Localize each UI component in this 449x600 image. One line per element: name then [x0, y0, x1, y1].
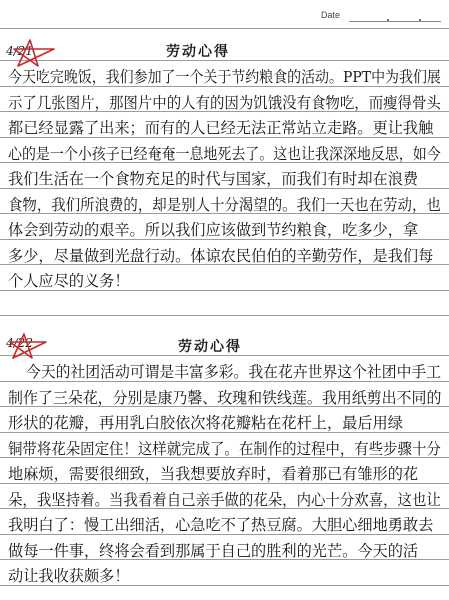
- entry-text-line: 做每一件事，终将会看到那属于自己的胜利的光芒。今天的活: [8, 541, 419, 560]
- entry-text-line: 多少，尽量做到光盘行动。体谅农民伯伯的辛勤劳作，是我们每: [8, 246, 434, 265]
- date-dot: [387, 19, 389, 21]
- entry-text-line: 都已经显露了出来；而有的人已经无法正常站立走路。更让我触: [8, 119, 434, 137]
- entry-text-line: 制作了三朵花，分别是康乃馨、玫瑰和铁线莲。我用纸剪出不同的: [8, 388, 442, 407]
- entry-date: 4/21: [6, 44, 33, 58]
- entry-text-line: 心的是一个小孩子已经奄奄一息地死去了。这也让我深深地反思，如今: [8, 144, 441, 163]
- entry-date: 4/22: [6, 336, 33, 350]
- date-field: [321, 10, 441, 26]
- entry-text-line: 地麻烦，需要很细致，当我想要放弃时，看着那已有雏形的花: [8, 465, 419, 483]
- entry-text-line: 今天的社团活动可谓是丰富多彩。我在花卉世界这个社团中手工: [26, 363, 442, 381]
- entry-text-line: 体会到劳动的艰辛。所以我们应该做到节约粮食，吃多少，拿: [8, 221, 419, 239]
- entry-title: 劳动心得: [178, 339, 242, 355]
- entry-text-line: 朵，我坚持着。当我看着自己亲手做的花朵，内心十分欢喜，这也让: [8, 490, 441, 509]
- date-underline: [349, 21, 441, 22]
- entry-text-line: 今天吃完晚饭，我们参加了一个关于节约粮食的活动。PPT中为我们展: [8, 68, 441, 86]
- star-grade-mark: [8, 330, 50, 366]
- header-rule: [0, 28, 449, 29]
- entry-text-line: 我明白了：慢工出细活，心急吃不了热豆腐。大胆心细地勇敢去: [8, 516, 434, 534]
- entry-text-line: 我们生活在一个食物充足的时代与国家，而我们有时却在浪费: [8, 170, 419, 188]
- entry-text-line: 形状的花瓣，再用乳白胶依次将花瓣粘在花杆上，最后用绿: [8, 414, 403, 432]
- entry-text-line: 铜带将花朵固定住！这样就完成了。在制作的过程中，有些步骤十分: [8, 439, 441, 458]
- entry-text-line: 示了几张图片，那图片中的人有的因为饥饿没有食物吃，而瘦得骨头: [8, 93, 441, 112]
- date-label: Date: [321, 10, 341, 20]
- ruled-line: [0, 315, 449, 316]
- entry-title: 劳动心得: [166, 44, 230, 60]
- date-dot: [419, 19, 421, 21]
- entry-text-line: 个人应尽的义务！: [8, 272, 130, 290]
- entry-text-line: 食物，我们所浪费的，却是别人十分渴望的。我们一天也在劳动，也: [8, 195, 441, 214]
- entry-text-line: 动让我收获颇多！: [8, 567, 130, 585]
